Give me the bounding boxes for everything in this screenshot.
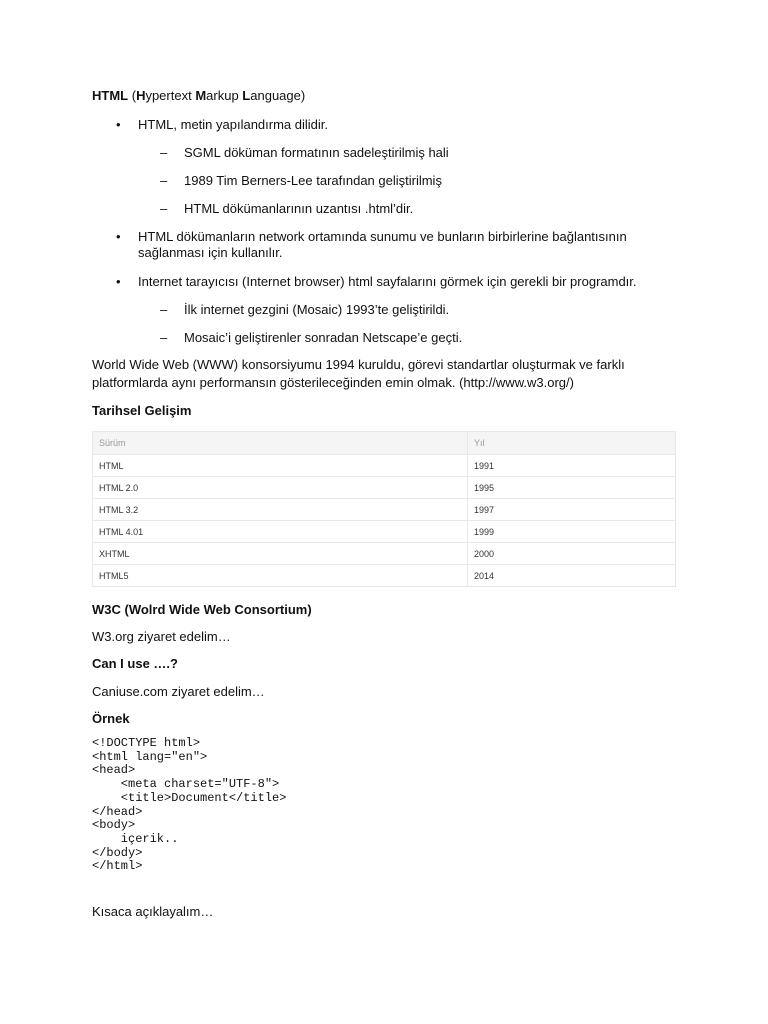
table-cell: HTML5	[93, 565, 468, 587]
list-item-text: HTML dökümanların network ortamında sunumu ve bunların birbirlerine bağlantısının sağlanması için kullanılır.	[138, 229, 627, 260]
sub-list-item-text: SGML döküman formatının sadeleştirilmiş hali	[184, 145, 449, 160]
dash-icon: –	[160, 173, 168, 188]
w3c-heading: W3C (Wolrd Wide Web Consortium)	[92, 602, 312, 617]
table-cell: HTML 3.2	[93, 499, 468, 521]
table-row	[93, 543, 676, 565]
table-cell: 1999	[468, 521, 676, 543]
list-item-text: HTML, metin yapılandırma dilidir.	[138, 117, 329, 132]
caniuse-heading: Can I use ….?	[92, 656, 178, 671]
dash-icon: –	[160, 330, 168, 345]
table-cell: HTML 4.01	[93, 521, 468, 543]
table-header-row	[93, 432, 676, 455]
bullet-icon: •	[116, 274, 121, 289]
table-cell: XHTML	[93, 543, 468, 565]
list-item-text: Internet tarayıcısı (Internet browser) html sayfalarını görmek için gerekli bir programdır.	[138, 274, 637, 289]
closing-text: Kısaca açıklayalım…	[92, 904, 214, 919]
sub-list-item-text: İlk internet gezgini (Mosaic) 1993’te geliştirildi.	[184, 302, 450, 317]
history-heading: Tarihsel Gelişim	[92, 403, 192, 418]
dash-icon: –	[160, 201, 168, 216]
bullet-icon: •	[116, 117, 121, 132]
table-cell: 2014	[468, 565, 676, 587]
history-table	[92, 431, 676, 587]
table-cell: HTML 2.0	[93, 477, 468, 499]
bullet-icon: •	[116, 229, 121, 244]
example-heading: Örnek	[92, 711, 130, 726]
table-row	[93, 455, 676, 477]
dash-icon: –	[160, 145, 168, 160]
dash-icon: –	[160, 302, 168, 317]
sub-list-item-text: Mosaic’i geliştirenler sonradan Netscape’e geçti.	[184, 330, 463, 345]
code-example: <!DOCTYPE html> <html lang="en"> <head> <meta charset="UTF-8"> <title>Document</title> </head> <body> içerik.. </body> </html>	[92, 736, 287, 874]
sub-list-item-text: HTML dökümanlarının uzantısı .html’dir.	[184, 201, 414, 216]
sub-list-item-text: 1989 Tim Berners-Lee tarafından geliştirilmiş	[184, 173, 442, 188]
table-cell: 1991	[468, 455, 676, 477]
table-row	[93, 499, 676, 521]
w3-paragraph: World Wide Web (WWW) konsorsiyumu 1994 kuruldu, görevi standartlar oluşturmak ve farklı platformlarda aynı performansın gösterileceğinden emin olmak. (http://www.w3.org/)	[92, 357, 625, 390]
table-cell: 1997	[468, 499, 676, 521]
table-row	[93, 521, 676, 543]
page-title: HTML (Hypertext Markup Language)	[92, 88, 306, 103]
column-header-version: Sürüm	[93, 432, 468, 455]
table-cell: HTML	[93, 455, 468, 477]
caniuse-text: Caniuse.com ziyaret edelim…	[92, 684, 265, 699]
w3c-text: W3.org ziyaret edelim…	[92, 629, 231, 644]
column-header-year: Yıl	[468, 432, 676, 455]
table-row	[93, 565, 676, 587]
table-row	[93, 477, 676, 499]
table-cell: 2000	[468, 543, 676, 565]
table-cell: 1995	[468, 477, 676, 499]
